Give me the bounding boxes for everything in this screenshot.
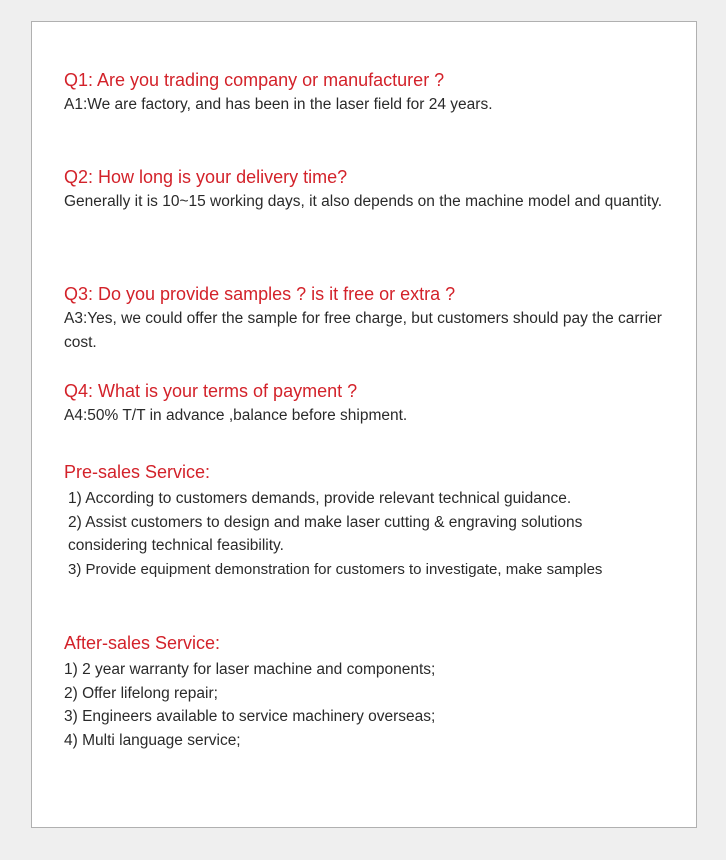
question: Q1: Are you trading company or manufacturer ? xyxy=(64,70,445,90)
faq-item-1 xyxy=(64,68,669,117)
faq-item-4 xyxy=(64,379,669,428)
list-item: 3) Engineers available to service machinery overseas; xyxy=(64,708,436,725)
list-item: 2) Offer lifelong repair; xyxy=(64,684,218,702)
after-sales-title: After-sales Service: xyxy=(64,633,221,653)
answer: A3:Yes, we could offer the sample for free charge, but customers should pay the carrier cost. xyxy=(64,310,662,351)
question: Q3: Do you provide samples ? is it free or extra ? xyxy=(64,284,456,304)
list-item: 2) Assist customers to design and make laser cutting & engraving solutions considering technical feasibility. xyxy=(68,513,583,554)
answer: A4:50% T/T in advance ,balance before shipment. xyxy=(64,407,408,424)
list-item: 4) Multi language service; xyxy=(64,731,241,749)
question: Q2: How long is your delivery time? xyxy=(64,167,348,187)
faq-panel xyxy=(31,21,697,828)
question: Q4: What is your terms of payment ? xyxy=(64,381,358,401)
pre-sales-section xyxy=(64,460,684,581)
answer: A1:We are factory, and has been in the laser field for 24 years. xyxy=(64,96,493,113)
list-item: 3) Provide equipment demonstration for customers to investigate, make samples xyxy=(68,560,603,578)
faq-item-2 xyxy=(64,165,669,214)
list-item: 1) 2 year warranty for laser machine and components; xyxy=(64,661,436,678)
pre-sales-title: Pre-sales Service: xyxy=(64,462,211,482)
faq-item-3 xyxy=(64,282,669,354)
list-item: 1) According to customers demands, provide relevant technical guidance. xyxy=(68,490,572,507)
answer: Generally it is 10~15 working days, it also depends on the machine model and quantity. xyxy=(64,193,663,210)
after-sales-section xyxy=(64,631,669,752)
